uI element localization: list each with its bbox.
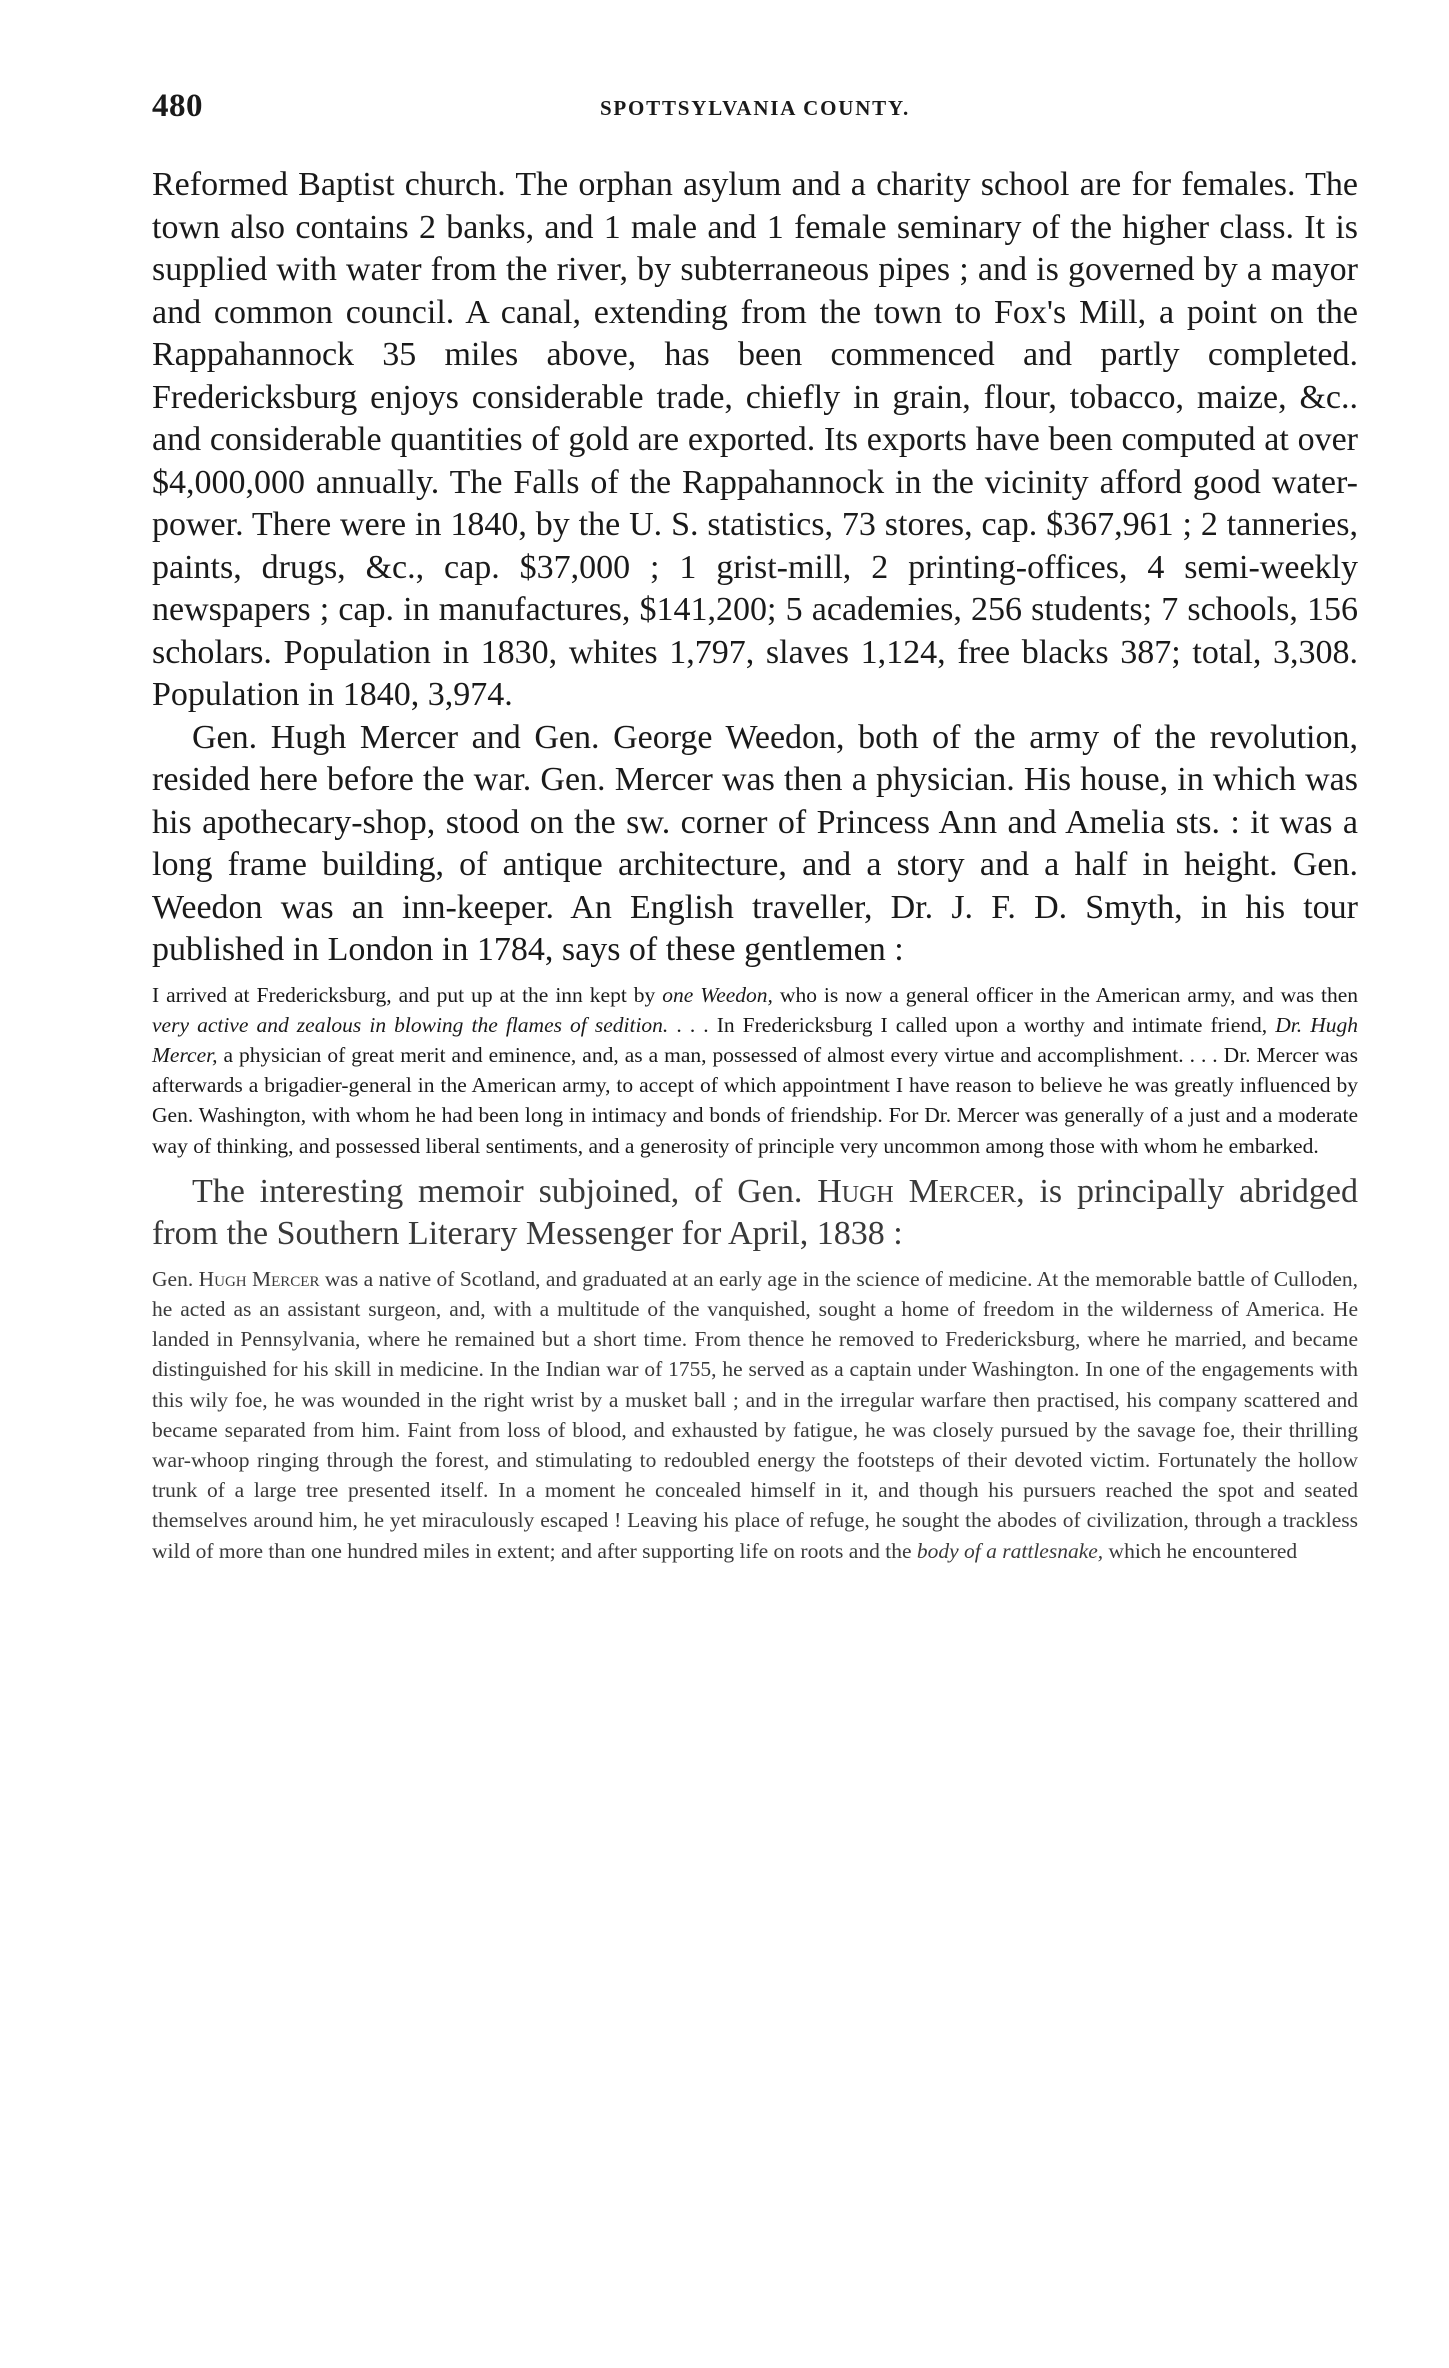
quote-text: who is now a general officer in the American army, and was then: [772, 982, 1358, 1007]
quote-italic: very active and zealous in blowing the flames of sedition.: [152, 1012, 669, 1037]
page-number: 480: [152, 88, 203, 124]
quote-text: . . . In Fredericksburg I called upon a worthy and intimate friend,: [668, 1012, 1276, 1037]
memoir-text: Gen.: [152, 1266, 199, 1291]
running-head: SPOTTSYLVANIA COUNTY.: [599, 96, 911, 120]
paragraph-mercer-weedon: Gen. Hugh Mercer and Gen. George Weedon, both of the army of the revolution, resided here before the war. Gen. Mercer was then a physician. His house, in which was his apothecary-shop, stood on the sw. corner of Princess Ann and Amelia sts. : it was a long frame building, of antique architecture, and a story and a half in height. Gen. Weedon was an inn-keeper. An English traveller, Dr. J. F. D. Smyth, in his tour published in London in 1784, says of these gentlemen :: [152, 718, 1358, 968]
memoir-intro-name: Hugh Mercer: [817, 1172, 1017, 1210]
memoir-intro-text: The interesting memoir subjoined, of Gen.: [192, 1172, 818, 1210]
book-page: [152, 88, 1358, 1566]
quote-text: a physician of great merit and eminence, and, as a man, possessed of almost every virtue and accomplishment. . . . Dr. Mercer was afterwards a brigadier-general in the American army, to accept of which appointment I have reason to believe he was greatly influenced by Gen. Washington, with whom he had been long in intimacy and bonds of friendship. For Dr. Mercer was generally of a just and a moderate way of thinking, and possessed liberal sentiments, and a generosity of principle very uncommon among those with whom he embarked.: [152, 1042, 1358, 1158]
quote-italic: Dr. Hugh Mercer,: [152, 1012, 1358, 1067]
paragraph-memoir-intro: [152, 1171, 1358, 1256]
quote-mercer-memoir: [152, 1264, 1358, 1566]
quote-smyth: [152, 980, 1358, 1161]
paragraph-fredericksburg-description: Reformed Baptist church. The orphan asylum and a charity school are for females. The town also contains 2 banks, and 1 male and 1 female seminary of the higher class. It is supplied with water from the river, by subterraneous pipes ; and is governed by a mayor and common council. A canal, extending from the town to Fox's Mill, a point on the Rappahannock 35 miles above, has been commenced and partly completed. Fredericksburg enjoys considerable trade, chiefly in grain, flour, tobacco, maize, &c.. and considerable quantities of gold are exported. Its exports have been computed at over $4,000,000 annually. The Falls of the Rappahannock in the vicinity afford good water-power. There were in 1840, by the U. S. statistics, 73 stores, cap. $367,961 ; 2 tanneries, paints, drugs, &c., cap. $37,000 ; 1 grist-mill, 2 printing-offices, 4 semi-weekly newspapers ; cap. in manufactures, $141,200; 5 academies, 256 students; 7 schools, 156 scholars. Population in 1830, whites 1,797, slaves 1,124, free blacks 387; total, 3,308. Population in 1840, 3,974.: [152, 166, 1358, 713]
memoir-name: Hugh Mercer: [198, 1266, 320, 1291]
memoir-text: which he encountered: [1103, 1538, 1298, 1563]
memoir-italic: body of a rattlesnake,: [916, 1538, 1104, 1563]
quote-italic: one Weedon,: [662, 982, 773, 1007]
page-header: [152, 88, 1358, 132]
memoir-text: was a native of Scotland, and graduated at an early age in the science of medicine. At the memorable battle of Culloden, he acted as an assistant surgeon, and, with a multitude of the vanquished, sought a home of freedom in the wilderness of America. He landed in Pennsylvania, where he remained but a short time. From thence he removed to Fredericksburg, where he married, and became distinguished for his skill in medicine. In the Indian war of 1755, he served as a captain under Washington. In one of the engagements with this wily foe, he was wounded in the right wrist by a musket ball ; and in the irregular warfare then practised, his company scattered and became separated from him. Faint from loss of blood, and exhausted by fatigue, he was closely pursued by the savage foe, their thrilling war-whoop ringing through the forest, and stimulating to redoubled energy the footsteps of their devoted victim. Fortunately the hollow trunk of a large tree presented itself. In a moment he concealed himself in it, and though his pursuers reached the spot and seated themselves around him, he yet miraculously escaped ! Leaving his place of refuge, he sought the abodes of civilization, through a trackless wild of more than one hundred miles in extent; and after supporting life on roots and the: [152, 1266, 1358, 1563]
quote-text: I arrived at Fredericksburg, and put up at the inn kept by: [152, 982, 663, 1007]
memoir-intro-text: , is principally abridged from the Southern Literary Messenger for April, 1838 :: [152, 1172, 1358, 1253]
